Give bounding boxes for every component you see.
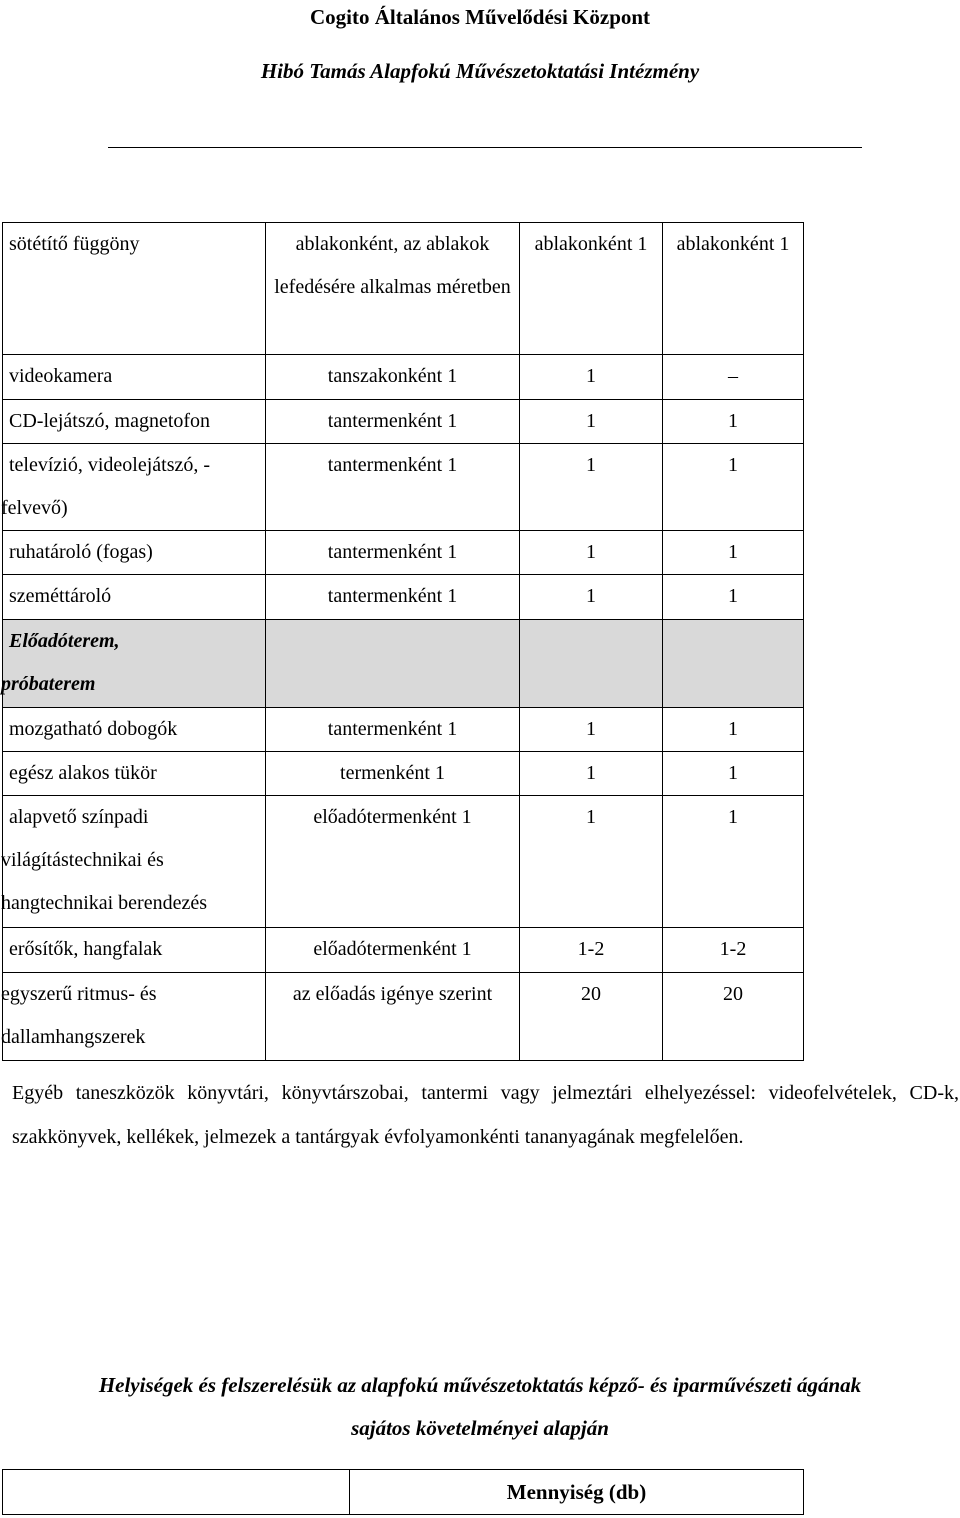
quantity-cell: 1 <box>663 400 804 444</box>
quantity-cell: 1-2 <box>520 928 663 973</box>
unit-cell: termenként 1 <box>266 752 520 796</box>
table-row <box>3 796 804 928</box>
item-name: ruhatároló (fogas) <box>3 531 266 575</box>
table-row <box>3 708 804 752</box>
item-cell <box>3 223 266 355</box>
section-empty-cell <box>520 620 663 708</box>
quantity-cell: 1 <box>663 531 804 575</box>
section-heading-line: Helyiségek és felszerelésük az alapfokú művészetoktatás képző- és iparművészeti ágának <box>98 1373 862 1397</box>
unit-cell: tantermenként 1 <box>266 400 520 444</box>
quantity-cell: ablakonként 1 <box>520 223 663 355</box>
unit-cell: tantermenként 1 <box>266 708 520 752</box>
unit-cell: tanszakonként 1 <box>266 355 520 400</box>
item-name: egész alakos tükör <box>3 752 266 796</box>
quantity-cell: 1 <box>520 708 663 752</box>
item-name: CD-lejátszó, magnetofon <box>3 400 266 444</box>
quantity-cell: 1 <box>520 752 663 796</box>
quantity-cell: 1 <box>520 444 663 531</box>
quantity-cell: 1 <box>520 400 663 444</box>
table-row <box>3 752 804 796</box>
rooms-table <box>2 1469 804 1515</box>
unit-cell: tantermenként 1 <box>266 444 520 531</box>
quantity-cell: 1 <box>663 708 804 752</box>
item-name-cont: felvevő) <box>1 497 68 519</box>
unit-cell: tantermenként 1 <box>266 575 520 620</box>
table-row <box>3 444 804 531</box>
quantity-cell: 1 <box>663 752 804 796</box>
item-cell <box>3 444 266 531</box>
unit-cell: ablakonként, az ablakok lefedésére alkalmas méretben <box>266 223 520 355</box>
item-name: alapvető színpadi <box>9 806 149 828</box>
item-name: mozgatható dobogók <box>3 708 266 752</box>
section-title: Előadóterem, <box>9 630 120 652</box>
item-name-cont: hangtechnikai berendezés <box>1 892 208 914</box>
section-title-cont: próbaterem <box>1 673 96 695</box>
section-heading <box>0 1364 960 1450</box>
quantity-cell: 1 <box>520 531 663 575</box>
unit-cell: tantermenként 1 <box>266 531 520 575</box>
table-row <box>3 355 804 400</box>
item-cell <box>3 973 266 1061</box>
quantity-cell: 20 <box>520 973 663 1061</box>
table-header-row <box>3 1470 804 1515</box>
item-name: erősítők, hangfalak <box>3 928 266 973</box>
item-cell <box>3 796 266 928</box>
unit-cell: előadótermenként 1 <box>266 796 520 928</box>
quantity-cell: 1 <box>520 575 663 620</box>
item-name-cont: dallamhangszerek <box>1 1026 146 1048</box>
item-name-cont: világítástechnikai és <box>1 849 164 871</box>
section-empty-cell <box>663 620 804 708</box>
empty-header-cell <box>3 1470 350 1515</box>
unit-cell: az előadás igénye szerint <box>266 973 520 1061</box>
header-divider <box>108 147 862 148</box>
table-row <box>3 400 804 444</box>
table-row <box>3 973 804 1061</box>
quantity-cell: 1 <box>663 796 804 928</box>
quantity-cell: 1 <box>663 575 804 620</box>
equipment-table <box>2 222 804 1061</box>
institution-subtitle: Hibó Tamás Alapfokú Művészetoktatási Intézmény <box>260 59 700 83</box>
quantity-cell: ablakonként 1 <box>663 223 804 355</box>
item-name: sötétítő függöny <box>9 233 140 255</box>
section-empty-cell <box>266 620 520 708</box>
section-cell <box>3 620 266 708</box>
institution-title: Cogito Általános Művelődési Központ <box>309 5 651 29</box>
quantity-cell: 1 <box>663 444 804 531</box>
unit-cell: előadótermenként 1 <box>266 928 520 973</box>
table-row <box>3 223 804 355</box>
table-row <box>3 531 804 575</box>
item-name: videokamera <box>3 355 266 400</box>
other-equipment-paragraph: Egyéb taneszközök könyvtári, könyvtárszobai, tantermi vagy jelmeztári elhelyezéssel: videofelvételek, CD-k, szakkönyvek, kellékek, jelmezek a tantárgyak évfolyamonkénti tananyagának megfelelően. <box>12 1082 959 1148</box>
quantity-header: Mennyiség (db) <box>350 1470 804 1515</box>
quantity-cell: – <box>663 355 804 400</box>
item-name: televízió, videolejátszó, - <box>9 454 211 476</box>
section-row <box>3 620 804 708</box>
quantity-cell: 1 <box>520 355 663 400</box>
quantity-cell: 20 <box>663 973 804 1061</box>
section-heading-line: sajátos követelményei alapján <box>351 1416 609 1440</box>
item-name: egyszerű ritmus- és <box>1 983 157 1005</box>
item-name: szeméttároló <box>3 575 266 620</box>
quantity-cell: 1-2 <box>663 928 804 973</box>
table-row <box>3 928 804 973</box>
quantity-cell: 1 <box>520 796 663 928</box>
table-row <box>3 575 804 620</box>
